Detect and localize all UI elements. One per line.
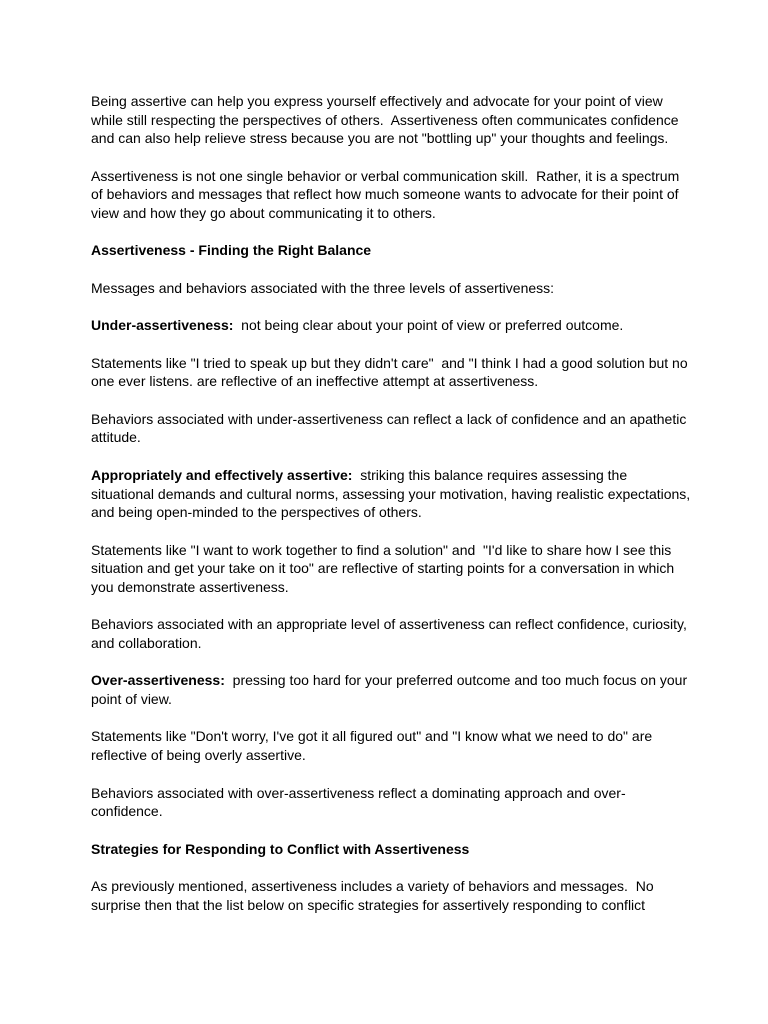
over-assertiveness-text: pressing too hard for your preferred outcome and too much focus on your point of view. <box>91 672 692 707</box>
intro-paragraph-1: Being assertive can help you express yourself effectively and advocate for your point of view while still respecting the perspectives of others. Assertiveness often communicates confidence and can also help relieve stress because you are not "bottling up" your thoughts and feelings. <box>91 93 683 147</box>
intro-paragraph-2: Assertiveness is not one single behavior or verbal communication skill. Rather, it is a spectrum of behaviors and messages that reflect how much someone wants to advocate for their point of view and how they go about communicating it to others. <box>91 167 684 221</box>
appropriate-assertiveness-behaviors: Behaviors associated with an appropriate level of assertiveness can reflect confidence, curiosity, and collaboration. <box>91 616 691 651</box>
strategies-paragraph: As previously mentioned, assertiveness includes a variety of behaviors and messages. No surprise then that the list below on specific strategies for assertively responding to conflict <box>91 878 658 913</box>
under-assertiveness-definition <box>91 316 691 335</box>
levels-intro: Messages and behaviors associated with the three levels of assertiveness: <box>91 279 555 296</box>
appropriate-assertiveness-definition <box>91 466 695 522</box>
under-assertiveness-text: not being clear about your point of view or preferred outcome. <box>233 317 624 334</box>
appropriate-assertiveness-label: Appropriately and effectively assertive: <box>91 466 353 483</box>
under-assertiveness-behaviors: Behaviors associated with under-assertiveness can reflect a lack of confidence and an apathetic attitude. <box>91 410 691 446</box>
section-heading-balance: Assertiveness - Finding the Right Balance <box>91 242 372 259</box>
over-assertiveness-label: Over-assertiveness: <box>91 672 225 689</box>
document-page <box>91 92 695 933</box>
section-heading-strategies: Strategies for Responding to Conflict with Assertiveness <box>91 840 470 857</box>
over-assertiveness-behaviors: Behaviors associated with over-assertiveness reflect a dominating approach and over-confidence. <box>91 784 626 820</box>
appropriate-assertiveness-statements: Statements like "I want to work together to find a solution" and "I'd like to share how I see this situation and get your take on it too" are reflective of starting points for a conversation in which you demonstrate assertiveness. <box>91 541 679 595</box>
over-assertiveness-definition <box>91 671 691 708</box>
under-assertiveness-label: Under-assertiveness: <box>91 317 234 334</box>
appropriate-assertiveness-text: striking this balance requires assessing the situational demands and cultural norms, assessing your motivation, having realistic expectations, and being open-minded to the perspectives of others. <box>91 466 695 521</box>
under-assertiveness-statements: Statements like "I tried to speak up but they didn't care" and "I think I had a good solution but no one ever listens. are reflective of an ineffective attempt at assertiveness. <box>91 354 692 390</box>
over-assertiveness-statements: Statements like "Don't worry, I've got it all figured out" and "I know what we need to do" are reflective of being overly assertive. <box>91 728 657 764</box>
